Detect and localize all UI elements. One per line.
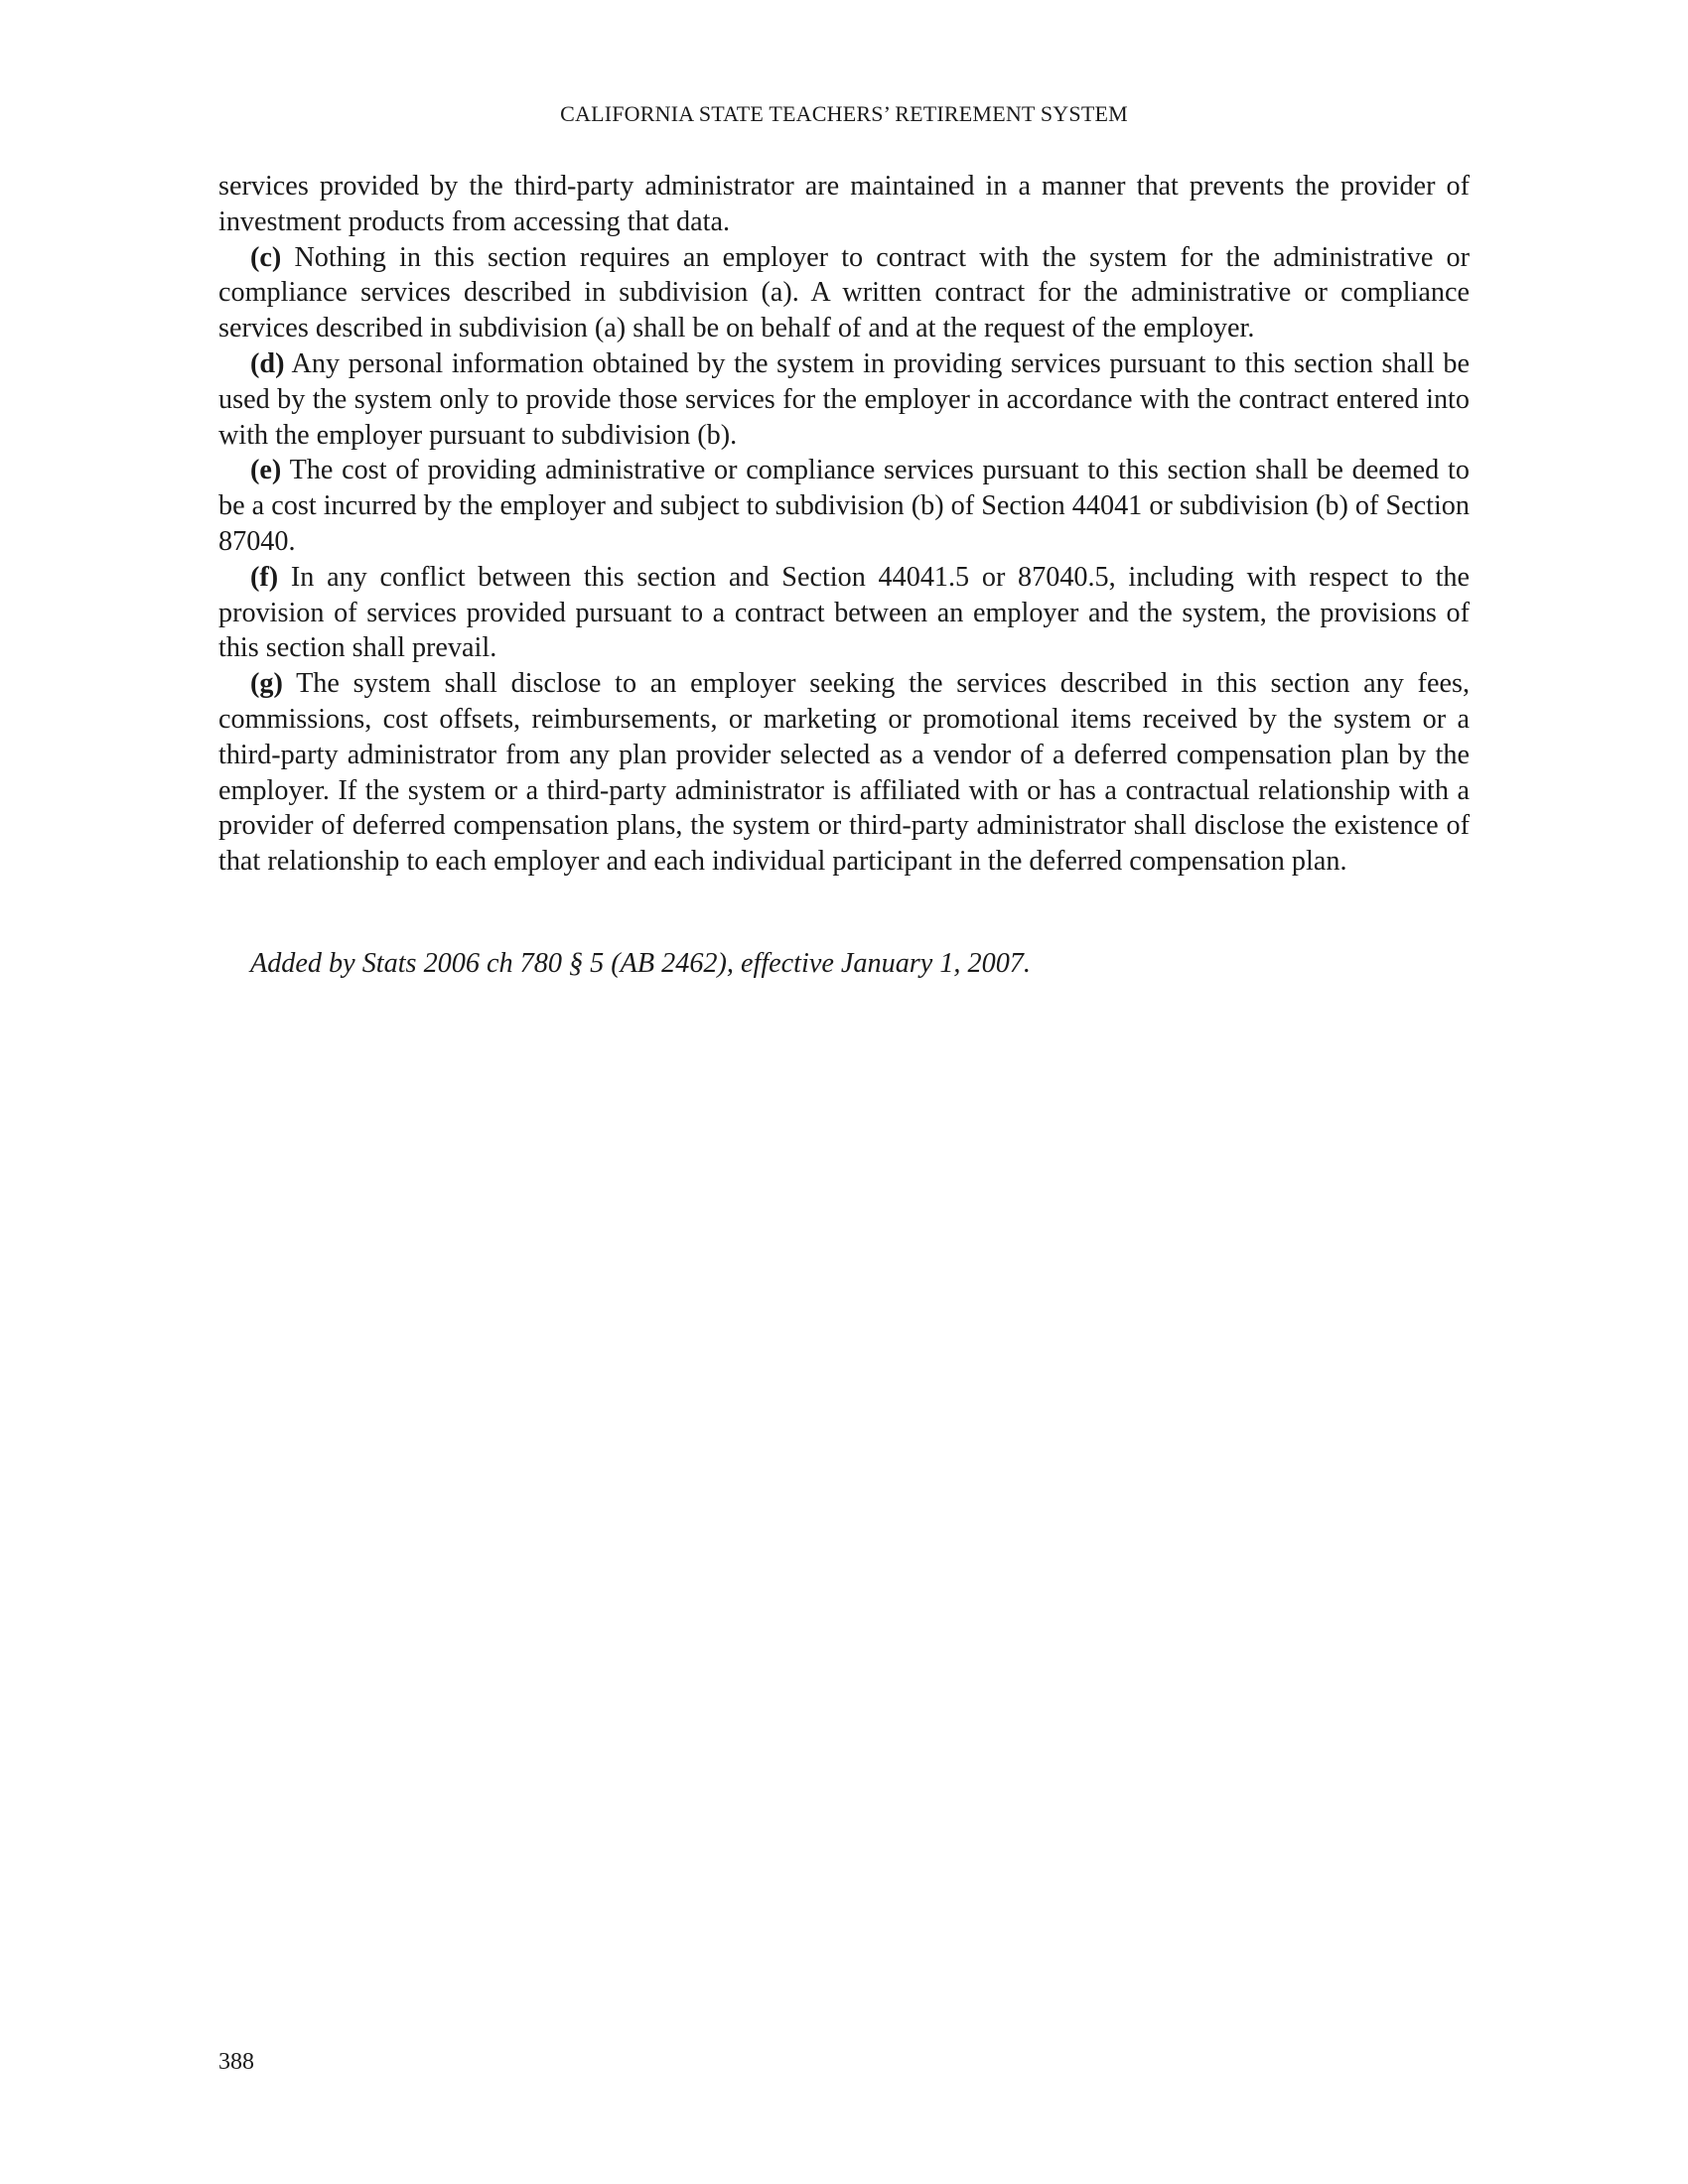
subdivision-text: In any conflict between this section and Section 44041.5 or 87040.5, including with respect to the provision of services provided pursuant to a contract between an employer and the system, the provisions of this section shall prevail. (218, 561, 1470, 664)
subdivision-text: Any personal information obtained by the system in providing services pursuant to this section shall be used by the system only to provide those services for the employer in accordance with the contract entered into with the employer pursuant to subdivision (b). (218, 347, 1470, 451)
subdivision-c (218, 240, 1470, 346)
subdivision-label: (d) (250, 347, 285, 379)
subdivision-text: The cost of providing administrative or compliance services pursuant to this section shall be deemed to be a cost incurred by the employer and subject to subdivision (b) of Section 44041 or subdivision (b) of Section 87040. (218, 455, 1470, 557)
subdivision-g (218, 666, 1470, 880)
subdivision-label: (c) (250, 241, 282, 273)
page-number: 388 (218, 2049, 254, 2075)
subdivision-text: The system shall disclose to an employer seeking the services described in this section any fees, commissions, cost offsets, reimbursements, or marketing or promotional items received by the system or a third-party administrator from any plan provider selected as a vendor of a deferred compensation plan by the employer. If the system or a third-party administrator is affiliated with or has a contractual relationship with a provider of deferred compensation plans, the system or third-party administrator shall disclose the existence of that relationship to each employer and each individual participant in the deferred compensation plan. (218, 668, 1470, 878)
section-body (218, 169, 1470, 880)
subdivision-d (218, 346, 1470, 453)
subdivision-label: (e) (250, 455, 282, 486)
subdivision-e (218, 453, 1470, 559)
running-header: CALIFORNIA STATE TEACHERS’ RETIREMENT SYSTEM (560, 101, 1128, 126)
subdivision-text: Nothing in this section requires an employer to contract with the system for the administrative or compliance services described in subdivision (a). A written contract for the administrative or compliance services described in subdivision (a) shall be on behalf of and at the request of the employer. (218, 241, 1470, 344)
subdivision-label: (g) (250, 668, 283, 700)
subdivision-label: (f) (250, 561, 279, 593)
continued-paragraph: services provided by the third-party administrator are maintained in a manner that prevents the provider of investment products from accessing that data. (218, 171, 1470, 237)
subdivision-f (218, 560, 1470, 666)
history-citation: Added by Stats 2006 ch 780 § 5 (AB 2462), effective January 1, 2007. (250, 948, 1031, 979)
